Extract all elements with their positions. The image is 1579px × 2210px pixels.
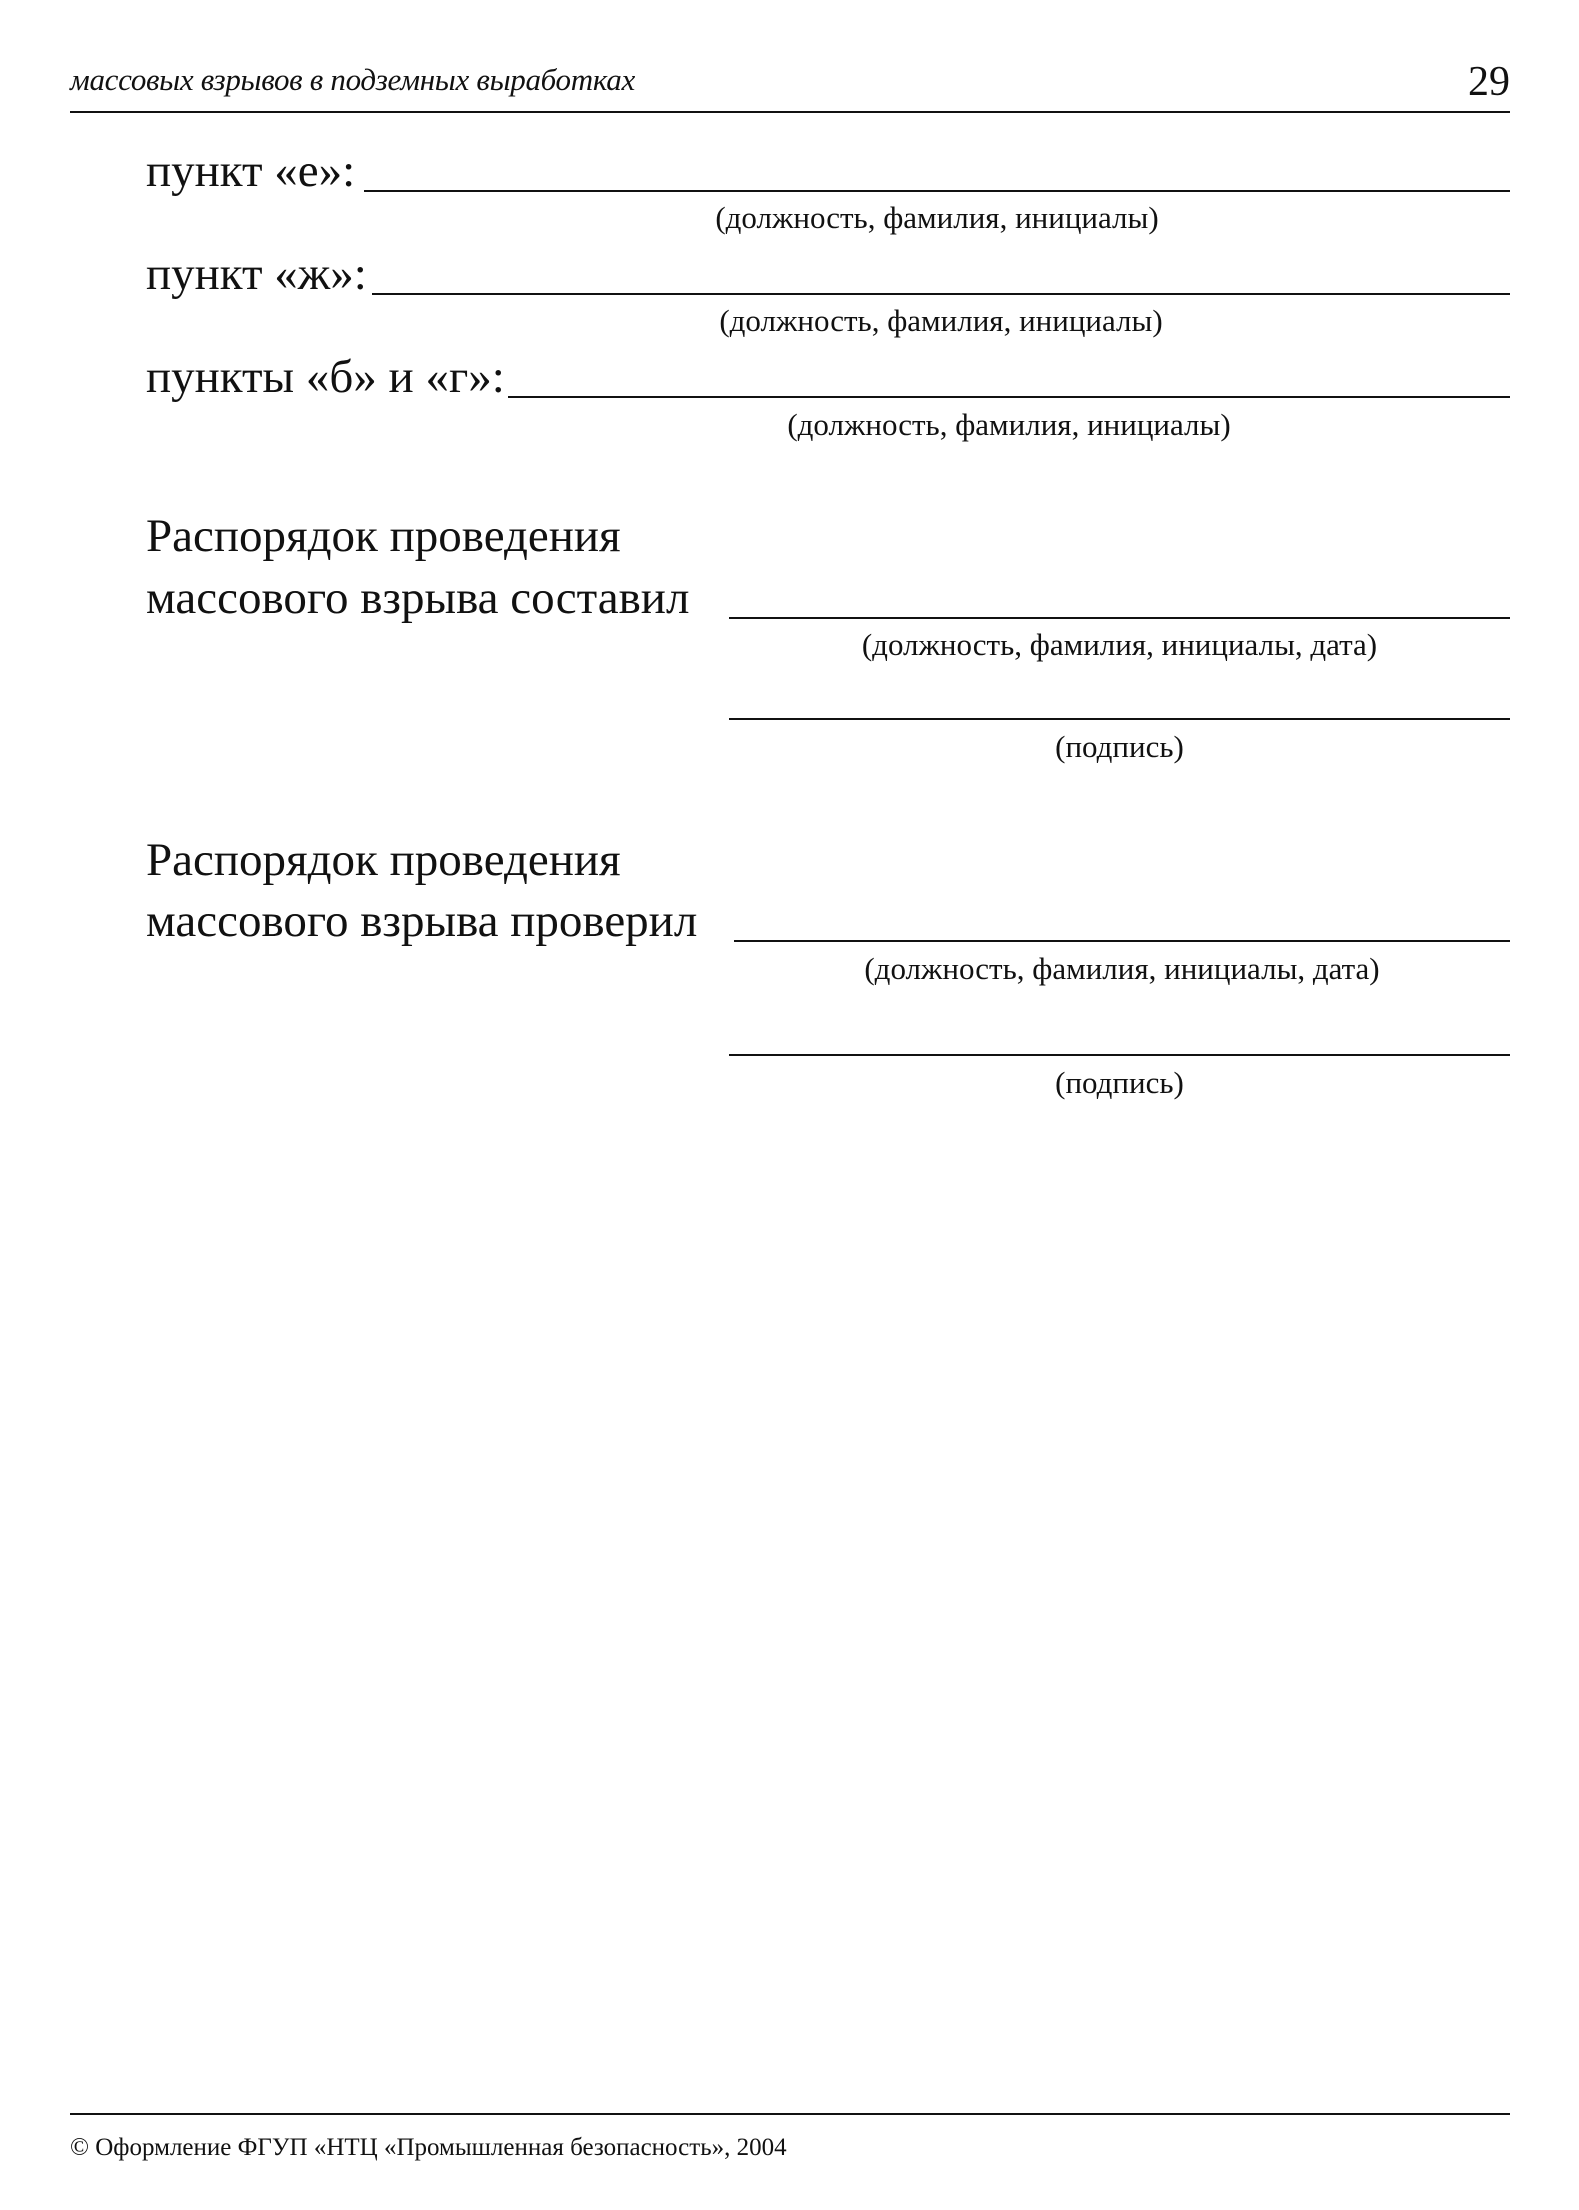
compiled-signature-line[interactable] [729,718,1510,720]
fill-line-punkt-zh[interactable] [372,293,1510,295]
checked-position-caption: (должность, фамилия, инициалы, дата) [864,951,1380,986]
field-label-punkt-zh: пункт «ж»: [146,248,367,300]
field-label-punkty-b-g: пункты «б» и «г»: [146,351,505,403]
checked-label-line1: Распорядок проведения [146,834,621,886]
field-label-punkt-e: пункт «е»: [146,145,356,197]
checked-label-line2: массового взрыва проверил [146,895,698,947]
checked-signature-line[interactable] [729,1054,1510,1056]
footer-rule [70,2113,1510,2115]
compiled-position-caption: (должность, фамилия, инициалы, дата) [861,627,1378,662]
caption-punkty-b-g: (должность, фамилия, инициалы) [787,407,1231,442]
compiled-label-line2: массового взрыва составил [146,572,690,624]
running-header: массовых взрывов в подземных выработках [70,62,635,97]
footer-copyright: © Оформление ФГУП «НТЦ «Промышленная безопасность», 2004 [70,2134,787,2161]
caption-punkt-zh: (должность, фамилия, инициалы) [719,303,1163,338]
page-number: 29 [1468,59,1510,105]
checked-position-line[interactable] [734,940,1510,942]
fill-line-punkty-b-g[interactable] [508,396,1510,398]
compiled-signature-caption: (подпись) [1055,729,1184,764]
compiled-position-line[interactable] [729,617,1510,619]
header-rule [70,111,1510,113]
compiled-label-line1: Распорядок проведения [146,510,621,562]
fill-line-punkt-e[interactable] [364,190,1510,192]
caption-punkt-e: (должность, фамилия, инициалы) [715,200,1159,235]
checked-signature-caption: (подпись) [1055,1065,1184,1100]
